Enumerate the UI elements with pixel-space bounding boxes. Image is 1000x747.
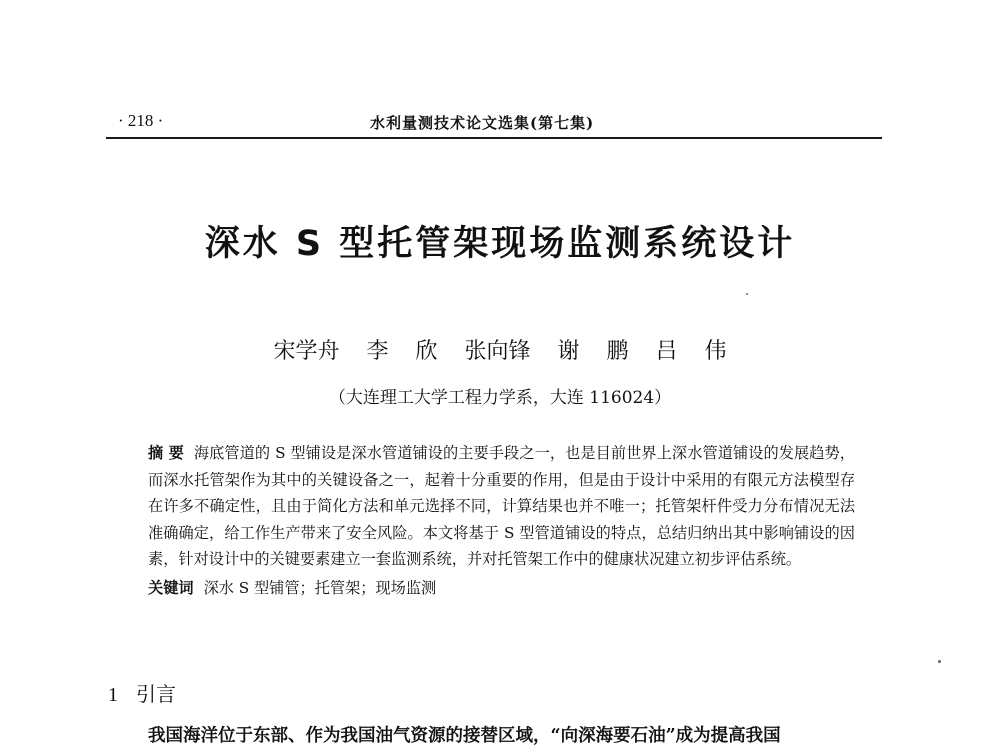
section-number: 1 <box>108 684 118 706</box>
keywords-label: 关键词 <box>148 578 194 597</box>
abstract-label: 摘 要 <box>148 444 184 462</box>
section-title: 引言 <box>136 682 176 706</box>
author-list: 宋学舟 李 欣 张向锋 谢 鹏 吕 伟 <box>273 339 727 364</box>
section-heading <box>108 678 176 707</box>
paper-title: 深水 S 型托管架现场监测系统设计 <box>204 224 796 264</box>
page-number: · 218 · <box>118 111 164 130</box>
body-first-line: 我国海洋位于东部、作为我国油气资源的接替区域，“向深海要石油”成为提高我国 <box>148 726 781 746</box>
affiliation: （大连理工大学工程力学系，大连 116024） <box>328 388 672 408</box>
running-head: 水利量测技术论文选集(第七集) <box>370 114 595 132</box>
scan-speck <box>746 293 748 295</box>
scan-speck <box>938 660 941 663</box>
abstract-block <box>148 440 855 601</box>
abstract-paragraph <box>148 440 855 573</box>
abstract-text: 海底管道的 S 型铺设是深水管道铺设的主要手段之一，也是目前世界上深水管道铺设的发展趋势，而深水托管架作为其中的关键设备之一，起着十分重要的作用，但是由于设计中采用的有限元方法模型存在许多不确定性，且由于简化方法和单元选择不同，计算结果也并不唯一；托管架杆件受力分布情况无法准确确定，给工作生产带来了安全风险。本文将基于 S 型管道铺设的特点，总结归纳出其中影响铺设的因素，针对设计中的关键要素建立一套监测系统，并对托管架工作中的健康状况建立初步评估系统。 <box>148 444 855 568</box>
keywords-line <box>148 575 855 602</box>
header-rule <box>106 137 882 139</box>
keywords-text: 深水 S 型铺管；托管架；现场监测 <box>203 578 437 597</box>
